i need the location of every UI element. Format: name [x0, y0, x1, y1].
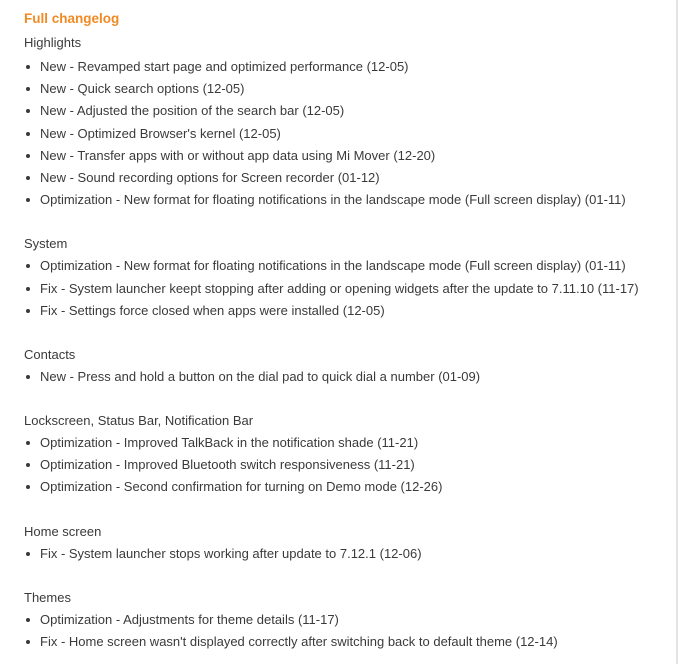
item-list	[24, 56, 664, 211]
bullet-icon	[26, 640, 30, 644]
bullet-icon	[26, 87, 30, 91]
item-text: Fix - Home screen wasn't displayed correctly after switching back to default theme (12-14)	[40, 634, 558, 649]
list-item	[24, 609, 664, 631]
item-text: New - Revamped start page and optimized performance (12-05)	[40, 59, 409, 74]
item-text: Optimization - New format for floating notifications in the landscape mode (Full screen display) (01-11)	[40, 192, 626, 208]
section-lockscreen	[24, 410, 664, 499]
bullet-icon	[26, 552, 30, 556]
list-item	[24, 543, 664, 565]
bullet-icon	[26, 65, 30, 69]
section-home-screen	[24, 521, 664, 565]
section-heading: System	[24, 236, 68, 252]
list-item	[24, 100, 664, 122]
item-text: New - Press and hold a button on the dial pad to quick dial a number (01-09)	[40, 368, 481, 384]
bullet-icon	[26, 176, 30, 180]
list-item	[24, 167, 664, 189]
section-heading: Highlights	[24, 35, 82, 50]
item-text: Fix - System launcher stops working after update to 7.12.1 (12-06)	[40, 545, 422, 561]
list-item	[24, 366, 664, 388]
item-text: Optimization - Improved Bluetooth switch responsiveness (11-21)	[40, 457, 415, 473]
section-heading: Contacts	[24, 346, 76, 362]
bullet-icon	[26, 375, 30, 379]
bullet-icon	[26, 264, 30, 268]
bullet-icon	[26, 463, 30, 467]
list-item	[24, 300, 664, 322]
bullet-icon	[26, 287, 30, 291]
bullet-icon	[26, 109, 30, 113]
list-item	[24, 454, 664, 476]
item-text: Optimization - Improved TalkBack in the notification shade (11-21)	[40, 435, 419, 451]
bullet-icon	[26, 618, 30, 622]
item-list	[24, 543, 664, 565]
list-item	[24, 189, 664, 211]
item-text: Fix - Settings force closed when apps were installed (12-05)	[40, 302, 385, 318]
list-item	[24, 123, 664, 145]
item-text: New - Sound recording options for Screen recorder (01-12)	[40, 169, 380, 185]
item-list	[24, 432, 664, 499]
section-heading: Home screen	[24, 523, 102, 539]
list-item	[24, 78, 664, 100]
list-item	[24, 278, 664, 300]
changelog	[24, 10, 664, 653]
list-item	[24, 145, 664, 167]
item-text: New - Transfer apps with or without app data using Mi Mover (12-20)	[40, 147, 436, 163]
section-heading: Themes	[24, 589, 71, 605]
item-text: Fix - System launcher keept stopping after adding or opening widgets after the update to 7.11.10 (11-17)	[40, 280, 639, 296]
item-text: Optimization - New format for floating notifications in the landscape mode (Full screen display) (01-11)	[40, 258, 626, 274]
item-text: New - Adjusted the position of the search bar (12-05)	[40, 103, 345, 119]
item-text: New - Optimized Browser's kernel (12-05)	[40, 125, 281, 141]
list-item	[24, 432, 664, 454]
list-item	[24, 476, 664, 498]
section-themes	[24, 587, 664, 653]
bullet-icon	[26, 441, 30, 445]
bullet-icon	[26, 485, 30, 489]
item-text: New - Quick search options (12-05)	[40, 81, 245, 97]
section-heading: Lockscreen, Status Bar, Notification Bar	[24, 413, 254, 429]
item-list	[24, 609, 664, 653]
bullet-icon	[26, 154, 30, 158]
item-text: Optimization - Adjustments for theme details (11-17)	[40, 611, 339, 627]
section-highlights	[24, 32, 664, 211]
list-item	[24, 631, 664, 653]
item-list	[24, 366, 664, 388]
section-system	[24, 233, 664, 322]
list-item	[24, 56, 664, 78]
bullet-icon	[26, 309, 30, 313]
item-text: Optimization - Second confirmation for turning on Demo mode (12-26)	[40, 479, 443, 495]
changelog-title: Full changelog	[24, 11, 120, 26]
bullet-icon	[26, 132, 30, 136]
item-list	[24, 255, 664, 322]
bullet-icon	[26, 198, 30, 202]
section-contacts	[24, 344, 664, 388]
list-item	[24, 255, 664, 277]
